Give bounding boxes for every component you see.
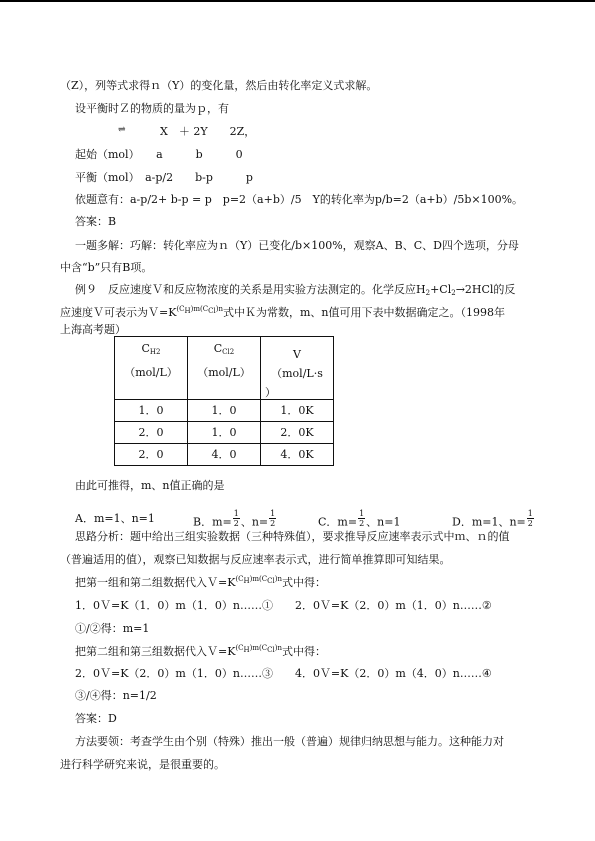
header-c-h2: $C_{H2}$ （mol/L）	[115, 337, 188, 400]
equilibrium-row: 平衡（mol） a-p/2 b-p p	[75, 171, 253, 184]
analysis-line-1: 思路分析：题中给出三组实验数据（三种特殊值），要求推导反应速率表示式中ｍ、ｎ的值	[75, 530, 510, 543]
option-c: C．m= $\frac{1}{2}$ 、n=1	[318, 509, 401, 529]
data-table	[114, 336, 334, 466]
option-a: A．m=1、n=1	[75, 512, 155, 525]
method-line-1: 方法要领：考查学生由个别（特殊）推出一般（普遍）规律归纳思想与能力。这种能力对	[75, 735, 504, 748]
table-row: 2．0 4．0 4．0K	[115, 444, 334, 466]
table-row: 2．0 1．0 2．0K	[115, 422, 334, 444]
substitute-line-2: 把第二组和第三组数据代入$V=K^{(C_H)m(C_{Cl})n}$式中得：	[75, 644, 326, 658]
multi-solution-line-1: 一题多解：巧解：转化率应为ｎ（Y）已变化/b×100%，观察A、B、C、D四个选项，分母	[75, 239, 519, 252]
divide-1-2: ①/②得：m=1	[75, 622, 150, 635]
equilibrium-arrow-icon: ⇌	[118, 125, 126, 135]
initial-row: 起始（mol） a b 0	[75, 148, 243, 161]
example-9-line-2: 应速度Ｖ可表示为$V=K^{(C_H)m(C_{Cl})n}$式中Ｋ为常数，m、n值可用下表中数据确定之。（1998年	[60, 305, 505, 319]
divide-3-4: ③/④得：n=1/2	[75, 689, 157, 702]
table-header-row	[115, 337, 334, 400]
multi-solution-line-2: 中含“b”只有B项。	[60, 261, 153, 274]
example-9-line-1: 例９ 反应速度Ｖ和反应物浓度的关系是用实验方法测定的。化学反应$H_2+Cl_2\to 2HCl$的反	[75, 283, 516, 297]
equation-1-2: 1．0Ｖ=K（1．0）m（1．0）n……① 2．0Ｖ=K（2．0）m（1．0）n……②	[75, 599, 492, 612]
deduction-line: 由此可推得，m、n值正确的是	[75, 479, 225, 492]
condition-line: 依题意有：a-p/2+ b-p = p p=2（a+b）/5 Y的转化率为p/b=2（a+b）/5b×100%。	[75, 193, 524, 206]
example-9-line-3: 上海高考题）	[60, 323, 126, 336]
method-line-2: 进行科学研究来说，是很重要的。	[60, 758, 225, 771]
substitute-line-1: 把第一组和第二组数据代入$V=K^{(C_H)m(C_{Cl})n}$式中得：	[75, 575, 326, 589]
header-v: V （mol/L·s ）	[261, 337, 334, 400]
header-c-cl2: $C_{Cl2}$ （mol/L）	[188, 337, 261, 400]
option-b: B．m= $\frac{1}{2}$ 、n= $\frac{1}{2}$	[193, 509, 276, 529]
text-line-2: 设平衡时Ｚ的物质的量为ｐ，有	[75, 102, 229, 115]
answer-b: 答案：B	[75, 215, 117, 228]
equation-3-4: 2．0Ｖ=K（2．0）m（1．0）n……③ 4．0Ｖ=K（2．0）m（4．0）n……④	[75, 667, 492, 680]
analysis-line-2: （普遍适用的值），观察已知数据与反应速率表示式，进行简单推算即可知结果。	[60, 553, 451, 566]
reaction-equation: X ＋ 2Y 2Z，	[160, 125, 256, 138]
text-line-1: （Z），列等式求得ｎ（Y）的变化量，然后由转化率定义式求解。	[60, 79, 378, 92]
option-d: D．m=1、n= $\frac{1}{2}$	[452, 509, 533, 529]
answer-d: 答案：D	[75, 712, 117, 725]
top-rule	[0, 0, 595, 2]
table-row: 1．0 1．0 1．0K	[115, 400, 334, 422]
